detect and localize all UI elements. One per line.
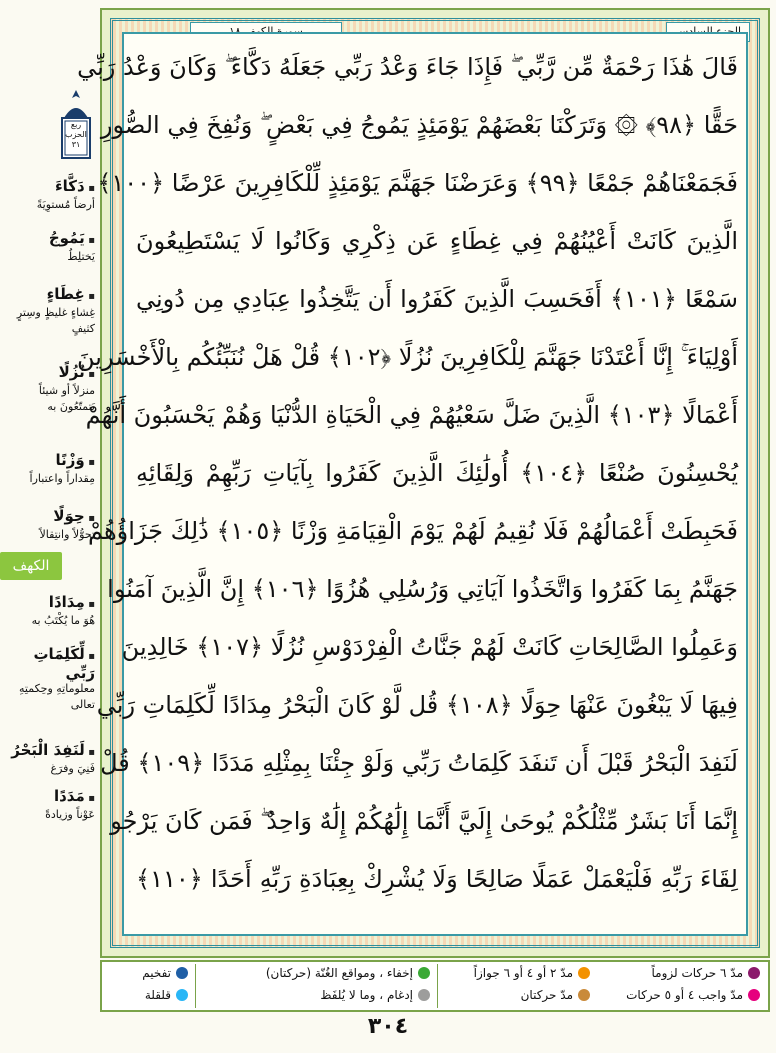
gloss-meaning: عَوْناً وزيادةً (45, 808, 95, 821)
legend-label: تفخيم (142, 966, 171, 980)
gloss-entry (3, 788, 95, 823)
gloss-entry (3, 742, 95, 777)
gloss-meaning: مِقداراً واعتباراً (29, 472, 95, 485)
legend-color-dot (418, 989, 430, 1001)
gloss-meaning: غِشاءٍ غليظٍ وسِترٍ كثيفٍ (16, 306, 95, 335)
gloss-meaning: هُوَ ما يُكْتَبُ به (31, 614, 95, 627)
verse-line: يُحْسِنُونَ صُنْعًا ﴿١٠٤﴾ أُولَٰئِكَ الَّذِينَ كَفَرُوا بِآيَاتِ رَبِّهِمْ وَلِقَائِهِ (136, 459, 738, 487)
hizb-marker-line: ربع (70, 120, 82, 129)
verse-line: لَنَفِدَ الْبَحْرُ قَبْلَ أَن تَنفَدَ كَلِمَاتُ رَبِّي وَلَوْ جِئْنَا بِمِثْلِهِ مَدَدًا ﴿١٠٩﴾ قُلْ (100, 749, 738, 777)
legend-color-dot (418, 967, 430, 979)
verse-line: فَحَبِطَتْ أَعْمَالُهُمْ فَلَا نُقِيمُ لَهُمْ يَوْمَ الْقِيَامَةِ وَزْنًا ﴿١٠٥﴾ ذَٰلِكَ جَزَاؤُهُمْ (88, 517, 738, 545)
hizb-marker-text (62, 120, 90, 150)
gloss-word: ▪ دَكَّاءَ (3, 178, 95, 197)
legend-label: إخفاء ، ومواقع الغُنّة (حركتان) (265, 966, 413, 980)
gloss-word: ▪ غِطَاءٍ (3, 286, 95, 305)
legend-color-dot (176, 967, 188, 979)
legend-item (145, 988, 188, 1002)
verse-line: سَمْعًا ﴿١٠١﴾ أَفَحَسِبَ الَّذِينَ كَفَرُوا أَن يَتَّخِذُوا عِبَادِي مِن دُونِي (136, 285, 738, 313)
gloss-word: ▪ لَنَفِدَ الْبَحْرُ (3, 742, 95, 761)
legend-label: إدغام ، وما لا يُلفَظ (320, 988, 413, 1002)
surah-side-tab: الكهف (0, 552, 62, 580)
hizb-marker-line: ٣١ (71, 140, 81, 149)
legend-divider (195, 964, 196, 1008)
legend-item (142, 966, 188, 980)
legend-color-dot (748, 967, 760, 979)
hizb-marker-line: الحزب (65, 130, 87, 139)
gloss-word: ▪ حِوَلًا (3, 508, 95, 527)
verse-line: إِنَّمَا أَنَا بَشَرٌ مِّثْلُكُمْ يُوحَىٰ إِلَيَّ أَنَّمَا إِلَٰهُكُمْ إِلَٰهٌ وَاحِدٌ ۖ فَمَن كَانَ يَرْجُو (110, 807, 738, 835)
legend-divider (437, 964, 438, 1008)
gloss-word: ▪ يَمُوجُ (3, 230, 95, 249)
verse-line: أَوْلِيَاءَ ۚ إِنَّا أَعْتَدْنَا جَهَنَّمَ لِلْكَافِرِينَ نُزُلًا ﴿١٠٢﴾ قُلْ هَلْ نُنَبِّئُكُم بِالْأَخْسَرِينَ (77, 343, 738, 371)
verse-line: فَجَمَعْنَاهُمْ جَمْعًا ﴿٩٩﴾ وَعَرَضْنَا جَهَنَّمَ يَوْمَئِذٍ لِّلْكَافِرِينَ عَرْضًا ﴿١٠٠﴾ (97, 169, 738, 197)
gloss-entry (3, 508, 95, 543)
verse-line: قَالَ هَٰذَا رَحْمَةٌ مِّن رَّبِّي ۖ فَإِذَا جَاءَ وَعْدُ رَبِّي جَعَلَهُ دَكَّاءَ ۖ وَكَانَ وَعْدُ رَبِّي (77, 53, 738, 81)
tajweed-legend (100, 960, 770, 1012)
legend-color-dot (176, 989, 188, 1001)
verse-line: أَعْمَالًا ﴿١٠٣﴾ الَّذِينَ ضَلَّ سَعْيُهُمْ فِي الْحَيَاةِ الدُّنْيَا وَهُمْ يَحْسَبُونَ أَنَّهُمْ (85, 401, 738, 429)
gloss-entry (3, 286, 95, 337)
legend-label: مدّ حركتان (520, 988, 573, 1002)
legend-color-dot (578, 967, 590, 979)
legend-label: مدّ ٦ حركات لزوماً (651, 966, 743, 980)
legend-item (474, 966, 590, 980)
legend-color-dot (578, 989, 590, 1001)
gloss-entry (3, 594, 95, 629)
gloss-meaning: معلوماتِهِ وحِكمتِهِ تعالى (19, 682, 95, 711)
gloss-entry (3, 646, 95, 713)
gloss-meaning: منزلاً أو شيئاً يَتمتّعُونَ به (38, 384, 95, 413)
legend-item (521, 988, 590, 1002)
legend-item (626, 988, 760, 1002)
verse-line: لِقَاءَ رَبِّهِ فَلْيَعْمَلْ عَمَلًا صَالِحًا وَلَا يُشْرِكْ بِعِبَادَةِ رَبِّهِ أَحَدًا ﴿١١٠﴾ (136, 865, 738, 893)
legend-label: مدّ ٢ أو ٤ أو ٦ جوازاً (473, 966, 573, 980)
gloss-meaning: يَختلِطُ (67, 250, 95, 263)
verse-line: وَعَمِلُوا الصَّالِحَاتِ كَانَتْ لَهُمْ جَنَّاتُ الْفِرْدَوْسِ نُزُلًا ﴿١٠٧﴾ خَالِدِينَ (121, 633, 738, 661)
gloss-word: ▪ وَزْنًا (3, 452, 95, 471)
page-number: ٣٠٤ (367, 1014, 409, 1039)
verse-line: حَقًّا ﴿٩٨﴾ ۞ وَتَرَكْنَا بَعْضَهُمْ يَوْمَئِذٍ يَمُوجُ فِي بَعْضٍ ۖ وَنُفِخَ فِي الصُّورِ (100, 111, 738, 139)
legend-item (652, 966, 761, 980)
gloss-word: ▪ مِدَادًا (3, 594, 95, 613)
gloss-entry (3, 178, 95, 213)
gloss-entry (3, 452, 95, 487)
gloss-word: ▪ نُزُلًا (3, 364, 95, 383)
legend-label: مدّ واجب ٤ أو ٥ حركات (626, 988, 743, 1002)
verse-line: جَهَنَّمُ بِمَا كَفَرُوا وَاتَّخَذُوا آيَاتِي وَرُسُلِي هُزُوًا ﴿١٠٦﴾ إِنَّ الَّذِينَ آمَنُوا (107, 575, 738, 603)
legend-color-dot (748, 989, 760, 1001)
gloss-meaning: فَنِيَ وفرَغ (50, 762, 95, 775)
legend-item (320, 988, 430, 1002)
legend-label: قلقلة (144, 988, 171, 1002)
legend-item (266, 966, 430, 980)
verse-line: الَّذِينَ كَانَتْ أَعْيُنُهُمْ فِي غِطَاءٍ عَن ذِكْرِي وَكَانُوا لَا يَسْتَطِيعُونَ (136, 227, 738, 255)
verse-line: فِيهَا لَا يَبْغُونَ عَنْهَا حِوَلًا ﴿١٠٨﴾ قُل لَّوْ كَانَ الْبَحْرُ مِدَادًا لِّكَلِمَاتِ رَبِّي (96, 691, 738, 719)
gloss-meaning: أرضاً مُستوِيَةً (36, 198, 95, 211)
gloss-word: ▪ لِّكَلِمَاتِ رَبِّي (3, 646, 95, 681)
gloss-meaning: تحوُّلاً وانتِقالاً (39, 528, 95, 541)
gloss-entry (3, 230, 95, 265)
gloss-word: ▪ مَدَدًا (3, 788, 95, 807)
